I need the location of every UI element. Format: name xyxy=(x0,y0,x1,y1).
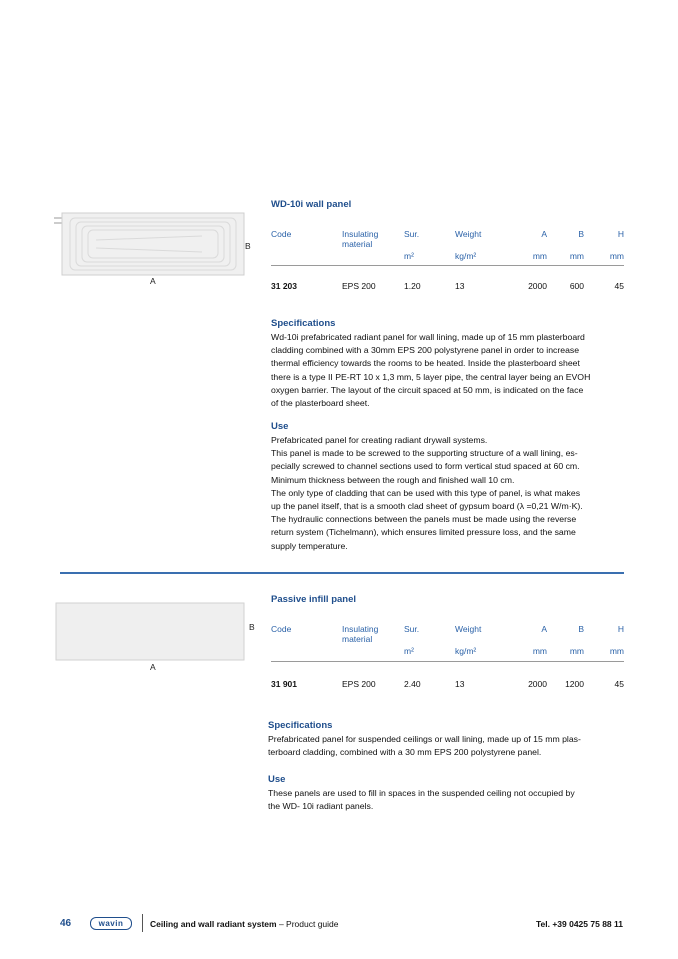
unit-b: mm xyxy=(569,251,584,261)
use-line: Minimum thickness between the rough and finished wall 10 cm. xyxy=(271,474,515,485)
footer-guide xyxy=(150,919,339,929)
use-line: These panels are used to fill in spaces in the suspended ceiling not occupied by xyxy=(268,788,575,798)
row-b: 600 xyxy=(569,281,584,291)
dimension-label-a: A xyxy=(150,276,156,286)
use-text xyxy=(268,787,623,813)
header-weight: Weight xyxy=(455,624,482,634)
row-weight: 13 xyxy=(455,281,465,291)
row-code: 31 203 xyxy=(271,281,297,291)
page-number: 46 xyxy=(60,918,72,929)
specs-line: of the plasterboard sheet. xyxy=(271,398,370,409)
infill-panel-body xyxy=(56,603,244,660)
row-h: 45 xyxy=(614,281,624,291)
header-sur: Sur. xyxy=(404,624,420,634)
footer-separator xyxy=(142,914,143,932)
use-text xyxy=(271,434,625,553)
row-insulating: EPS 200 xyxy=(342,679,376,689)
wavin-logo: wavin xyxy=(90,917,132,930)
header-a: A xyxy=(541,624,547,634)
unit-weight: kg/m² xyxy=(455,646,477,656)
unit-a: mm xyxy=(532,646,547,656)
header-code: Code xyxy=(271,229,292,239)
footer-phone: Tel. +39 0425 75 88 11 xyxy=(535,919,623,929)
specs-line: Prefabricated panel for suspended ceilings or wall lining, made up of 15 mm plas- xyxy=(268,734,581,744)
table-rule xyxy=(271,661,624,662)
unit-sur: m² xyxy=(404,646,414,656)
specs-text xyxy=(268,733,623,759)
specs-line: thermal efficiency towards the rooms to be heated. Inside the plasterboard sheet xyxy=(271,358,580,369)
row-code: 31 901 xyxy=(271,679,297,689)
infill-panel-diagram xyxy=(54,602,246,662)
specs-line: there is a type II PE-RT 10 x 1,3 mm, 5 layer pipe, the central layer being an EVOH xyxy=(271,371,591,382)
use-line: The hydraulic connections between the panels must be made using the reverse xyxy=(271,514,577,525)
dimension-label-b: B xyxy=(249,622,255,632)
header-sur: Sur. xyxy=(404,229,420,239)
header-b: B xyxy=(578,229,584,239)
header-code: Code xyxy=(271,624,292,634)
specs-line: oxygen barrier. The layout of the circuit spaced at 50 mm, is indicated on the face xyxy=(271,384,584,395)
use-line: the WD- 10i radiant panels. xyxy=(268,801,374,812)
footer-guide-title: Ceiling and wall radiant system xyxy=(150,919,277,929)
header-h: H xyxy=(617,229,624,239)
use-line: pecially screwed to channel sections used to form vertical stud spaced at 60 cm. xyxy=(271,461,580,472)
section1-title: WD-10i wall panel xyxy=(271,199,352,210)
row-sur: 1.20 xyxy=(404,281,421,291)
header-a: A xyxy=(541,229,547,239)
unit-a: mm xyxy=(532,251,547,261)
specs-title: Specifications xyxy=(268,720,333,731)
unit-sur: m² xyxy=(404,251,414,261)
unit-weight: kg/m² xyxy=(455,251,477,261)
unit-h: mm xyxy=(609,251,624,261)
specs-line: cladding combined with a 30mm EPS 200 polystyrene panel in order to increase xyxy=(271,345,580,356)
use-line: Prefabricated panel for creating radiant drywall systems. xyxy=(271,435,488,445)
row-h: 45 xyxy=(614,679,624,689)
use-line: supply temperature. xyxy=(271,540,348,551)
use-line: up the panel itself, that is a smooth clad sheet of gypsum board (λ =0,21 W/m·K). xyxy=(271,501,583,512)
header-insulating: Insulating material xyxy=(342,624,379,644)
use-line: This panel is made to be screwed to the supporting structure of a wall lining, es- xyxy=(271,448,578,459)
use-line: return system (Tichelmann), which ensures limited pressure loss, and the same xyxy=(271,527,576,538)
dimension-label-b: B xyxy=(245,241,251,251)
unit-b: mm xyxy=(569,646,584,656)
specs-text xyxy=(271,331,625,410)
header-insulating: Insulating material xyxy=(342,229,379,249)
specs-title: Specifications xyxy=(271,318,336,329)
use-title: Use xyxy=(268,774,286,785)
specs-line: Wd-10i prefabricated radiant panel for wall lining, made up of 15 mm plasterboard xyxy=(271,332,585,342)
footer-guide-suffix: – Product guide xyxy=(276,919,339,929)
specs-line: terboard cladding, combined with a 30 mm EPS 200 polystyrene panel. xyxy=(268,747,542,758)
section-divider xyxy=(60,572,624,574)
row-weight: 13 xyxy=(455,679,465,689)
header-h: H xyxy=(617,624,624,634)
row-a: 2000 xyxy=(528,281,547,291)
section2-title: Passive infill panel xyxy=(271,594,357,605)
row-sur: 2.40 xyxy=(404,679,421,689)
row-b: 1200 xyxy=(565,679,584,689)
header-weight: Weight xyxy=(455,229,482,239)
use-line: The only type of cladding that can be used with this type of panel, is what makes xyxy=(271,487,581,498)
table-rule xyxy=(271,265,624,266)
row-insulating: EPS 200 xyxy=(342,281,376,291)
dimension-label-a: A xyxy=(150,662,156,672)
row-a: 2000 xyxy=(528,679,547,689)
unit-h: mm xyxy=(609,646,624,656)
header-b: B xyxy=(578,624,584,634)
use-title: Use xyxy=(271,421,289,432)
